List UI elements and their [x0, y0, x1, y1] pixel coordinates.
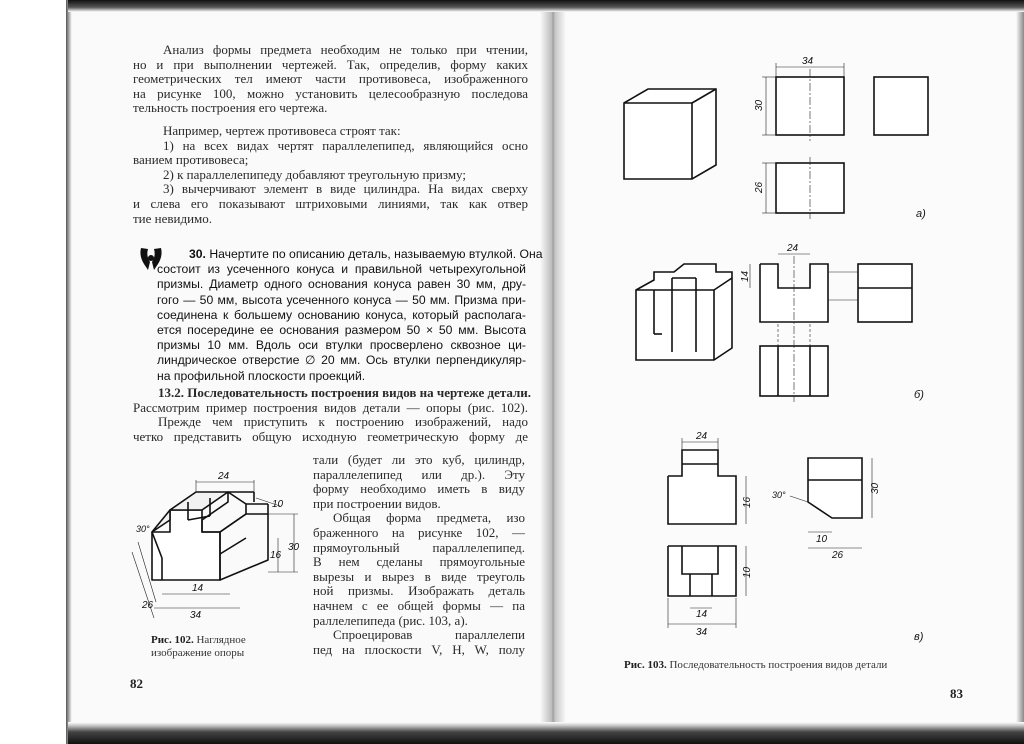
dim-10: 10: [272, 499, 284, 510]
text-line: Анализ формы предмета необходим не только при чтении,: [163, 42, 528, 57]
text-line: линдрическое отверстие ∅ 20 мм. Ось втулки перпендикуляр-: [157, 353, 526, 368]
panel-label-b: б): [914, 389, 924, 401]
section-heading: 13.2. Последовательность построения видов на чертеже детали.: [158, 385, 532, 400]
text-line: пед на плоскости V, H, W, полу: [313, 641, 525, 657]
scan-top-border: [68, 0, 1024, 12]
text-line: браженного на рисунке 102, —: [313, 524, 525, 540]
intro-paragraph: [133, 43, 528, 116]
text-line: призмы. Диаметр одного основания конуса равен 30 мм, дру-: [157, 277, 526, 292]
dim-10b: 10: [742, 566, 753, 578]
text-line: начнем с ее общей формы — па: [313, 597, 525, 613]
text-line: тельность построения его чертежа.: [133, 100, 328, 116]
text-line: геометрических тел имеют части противовеса, изображенного: [133, 71, 528, 87]
dim-26: 26: [142, 600, 154, 611]
text-line: ной призмы. Изображать деталь: [313, 583, 525, 599]
caption-text: изображение опоры: [151, 647, 245, 659]
dim-34: 34: [802, 56, 814, 67]
text-line: 1) на всех видах чертят параллелепипед, являющийся осно: [163, 137, 528, 153]
dim-34: 34: [696, 627, 708, 638]
dim-14: 14: [740, 270, 751, 282]
dim-24: 24: [696, 431, 708, 442]
text-line: прямоугольный параллелепипед.: [313, 539, 525, 555]
text-line: но и при выполнении чертежей. Так, определив, форму каких: [133, 56, 528, 72]
exercise-number: 30.: [189, 247, 206, 261]
text-line: призмы 10 мм. Вдоль оси втулки просверлено сквозное ци-: [157, 338, 526, 353]
figure-102-caption: [151, 634, 246, 660]
text-line: гого — 50 мм, высота усеченного конуса — 50 мм. Призма при-: [157, 292, 526, 307]
text-line: параллелепипед или др.). Эту: [313, 466, 525, 482]
figure-103-panel-a: [620, 55, 950, 225]
text-line: на рисунке 100, можно установить целесообразную последова: [133, 85, 528, 101]
text-line: Рассмотрим пример построения видов детали — опоры (рис. 102).: [133, 399, 528, 415]
dim-24: 24: [218, 471, 230, 482]
text-line: четко представить общую исходную геометрическую форму де: [133, 428, 528, 444]
page-number-right: 83: [950, 686, 963, 701]
dim-24: 24: [787, 243, 799, 254]
right-page-edge: [1016, 12, 1024, 722]
panel-label-a: а): [916, 208, 926, 220]
dim-16: 16: [270, 550, 282, 561]
text-line: состоит из усеченного конуса и правильной четырехугольной: [157, 262, 526, 277]
scan-bottom-border: [68, 722, 1024, 744]
text-line: 2) к параллелепипеду добавляют треугольную призму;: [163, 166, 466, 182]
dim-10: 10: [816, 534, 828, 545]
text-line: ется посередине ее основания размером 50 × 50 мм. Высота: [157, 323, 526, 338]
figure-102-isometric-support: [130, 462, 310, 632]
example-paragraph: [133, 124, 528, 226]
page-number-left: 82: [130, 676, 143, 691]
caption-text: Последовательность построения видов детали: [669, 659, 888, 671]
text-line: тали (будет ли это куб, цилиндр,: [313, 452, 525, 467]
text-line: Спроецировав параллелепи: [333, 627, 525, 643]
caption-text: Наглядное: [196, 634, 246, 646]
section-13-2: [133, 385, 532, 444]
dim-26: 26: [754, 181, 765, 193]
text-line: соединена к большему основанию конуса, который располага-: [157, 307, 526, 322]
text-line: вырезы и вырез в виде треуголь: [313, 568, 525, 584]
text-line: Например, чертеж противовеса строят так:: [163, 123, 401, 138]
caption-label: Рис. 102.: [151, 634, 194, 646]
text-line: 3) вычерчивают элемент в виде цилиндра. На видах сверху: [163, 181, 528, 197]
text-line: на профильной плоскости проекций.: [157, 368, 366, 383]
dim-30deg: 30°: [772, 490, 786, 500]
text-line: В нем сделаны прямоугольные: [313, 554, 525, 570]
dim-30deg: 30°: [136, 524, 150, 534]
text-column: [313, 453, 525, 657]
text-line: Начертите по описанию деталь, называемую втулкой. Она: [209, 247, 543, 261]
panel-label-c: в): [914, 631, 924, 643]
dim-34: 34: [190, 610, 202, 621]
dim-14: 14: [696, 609, 708, 620]
text-line: Общая форма предмета, изо: [333, 510, 525, 526]
dim-30: 30: [288, 542, 300, 553]
scan-background: [0, 0, 68, 744]
caption-label: Рис. 103.: [624, 659, 667, 671]
book-gutter: [540, 12, 566, 722]
text-line: при построении видов.: [313, 495, 441, 511]
dim-14: 14: [192, 583, 204, 594]
figure-103-caption: [624, 659, 887, 672]
text-line: ванием противовеса;: [133, 152, 249, 168]
text-line: раллелепипеда (рис. 103, а).: [313, 612, 468, 628]
dim-30: 30: [870, 482, 881, 494]
exercise-first-line: [157, 247, 543, 262]
dim-16: 16: [742, 496, 753, 508]
figure-103-panel-b: [632, 242, 952, 402]
dim-30: 30: [754, 99, 765, 111]
dim-26: 26: [832, 550, 844, 561]
text-line: форму необходимо иметь в виду: [313, 481, 525, 497]
text-line: Прежде чем приступить к построению изображений, надо: [158, 414, 528, 430]
text-line: тие невидимо.: [133, 210, 213, 226]
figure-103-panel-c: [660, 428, 952, 648]
exercise-30: [157, 247, 543, 384]
text-line: и слева его показывают штриховыми линиями, так как отвер: [133, 195, 528, 211]
